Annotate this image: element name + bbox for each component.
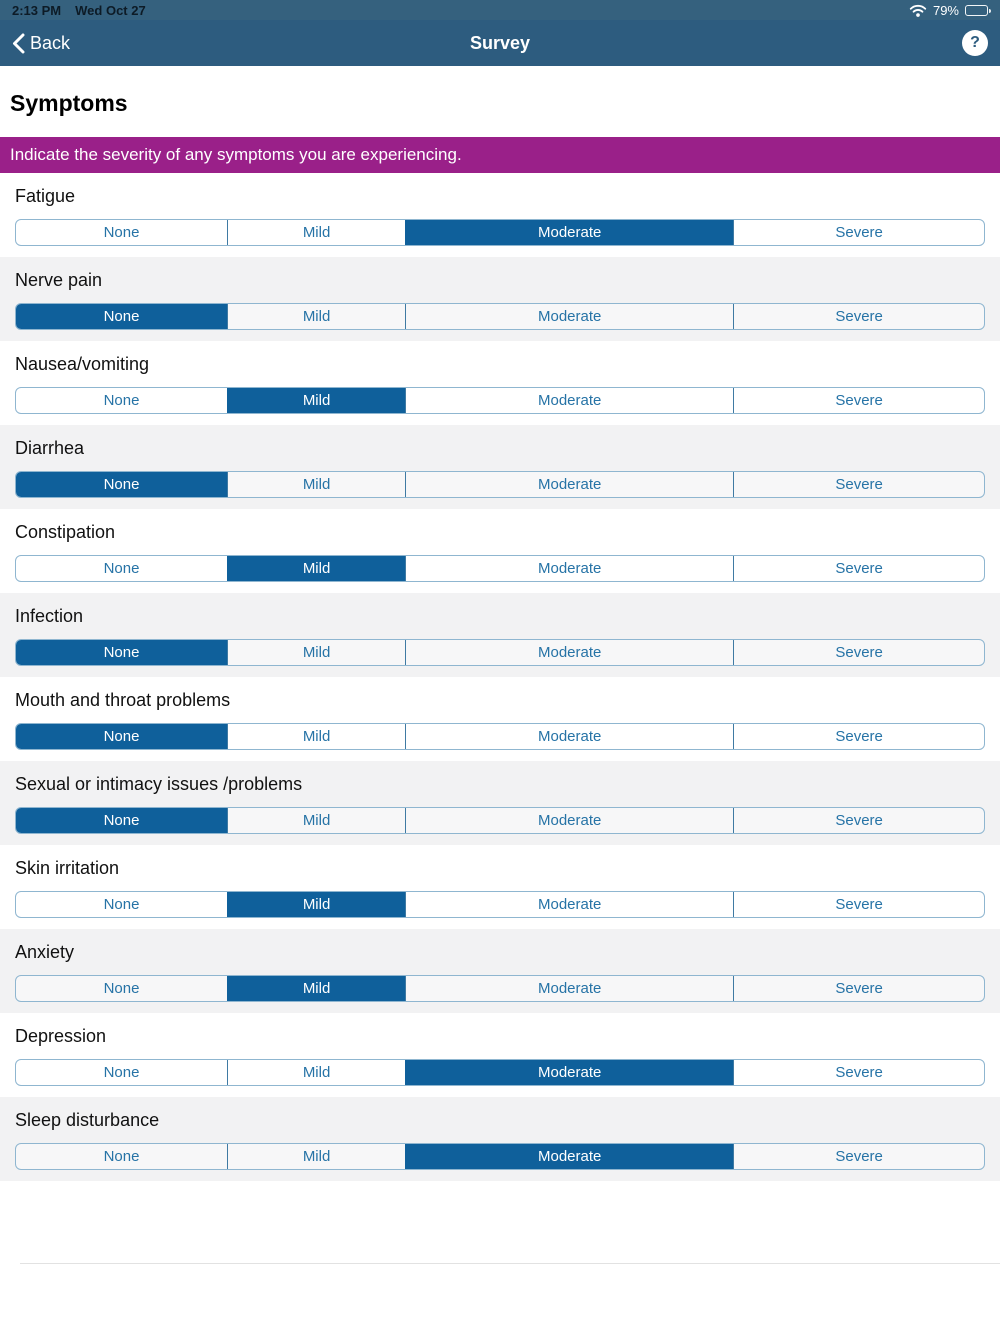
severity-option-severe[interactable]: Severe (733, 724, 984, 749)
severity-option-none[interactable]: None (16, 472, 227, 497)
severity-option-mild[interactable]: Mild (227, 556, 405, 581)
severity-segmented-control (15, 1143, 985, 1170)
severity-option-none[interactable]: None (103, 560, 140, 577)
status-bar (0, 0, 1000, 20)
severity-segmented-control (15, 471, 985, 498)
symptom-label: Sexual or intimacy issues /problems (15, 774, 303, 794)
symptom-row (0, 1013, 1000, 1097)
symptom-label: Mouth and throat problems (15, 690, 231, 710)
symptom-label: Nerve pain (15, 270, 103, 290)
battery-icon (965, 5, 988, 16)
severity-option-mild[interactable]: Mild (227, 1144, 405, 1169)
symptom-label: Fatigue (15, 186, 76, 206)
symptom-row (0, 929, 1000, 1013)
severity-option-severe[interactable]: Severe (733, 808, 984, 833)
severity-option-moderate[interactable]: Moderate (405, 220, 733, 245)
symptom-label: Constipation (15, 522, 116, 542)
severity-segmented-control (15, 387, 985, 414)
severity-option-mild[interactable]: Mild (227, 976, 405, 1001)
symptom-label: Diarrhea (15, 438, 85, 458)
severity-option-moderate[interactable]: Moderate (405, 304, 733, 329)
severity-option-mild[interactable]: Mild (227, 220, 405, 245)
symptom-label: Infection (15, 606, 84, 626)
severity-option-mild[interactable]: Mild (227, 808, 405, 833)
severity-segmented-control (15, 975, 985, 1002)
severity-option-none[interactable]: None (16, 304, 227, 329)
severity-option-moderate[interactable]: Moderate (405, 640, 733, 665)
wifi-icon (909, 4, 927, 17)
severity-option-severe[interactable]: Severe (733, 1060, 984, 1085)
symptom-row (0, 425, 1000, 509)
severity-option-moderate[interactable]: Moderate (405, 976, 733, 1001)
instruction-banner (0, 137, 1000, 173)
severity-option-severe[interactable]: Severe (733, 304, 984, 329)
severity-option-none[interactable]: None (103, 224, 140, 241)
severity-option-none[interactable]: None (103, 392, 140, 409)
severity-segmented-control (15, 1059, 985, 1086)
bottom-divider (20, 1263, 1000, 1264)
nav-bar (0, 20, 1000, 66)
question-mark-icon: ? (970, 34, 980, 51)
severity-option-mild[interactable]: Mild (227, 1060, 405, 1085)
status-left (12, 3, 146, 18)
severity-segmented-control (15, 219, 985, 246)
severity-option-none[interactable]: None (16, 640, 227, 665)
severity-option-moderate[interactable]: Moderate (405, 556, 733, 581)
severity-option-moderate[interactable]: Moderate (405, 472, 733, 497)
severity-option-none[interactable]: None (16, 724, 227, 749)
symptom-row (0, 1097, 1000, 1181)
severity-option-mild[interactable]: Mild (227, 472, 405, 497)
clock-time: 2:13 PM (12, 2, 62, 18)
severity-option-mild[interactable]: Mild (227, 724, 405, 749)
back-button[interactable] (12, 33, 70, 54)
symptom-row (0, 761, 1000, 845)
symptom-row (0, 257, 1000, 341)
severity-option-mild[interactable]: Mild (227, 892, 405, 917)
battery-percent-label: 79% (932, 2, 959, 18)
severity-segmented-control (15, 555, 985, 582)
severity-option-severe[interactable]: Severe (733, 640, 984, 665)
help-button[interactable] (962, 30, 988, 56)
severity-option-moderate[interactable]: Moderate (405, 388, 733, 413)
severity-option-moderate[interactable]: Moderate (405, 892, 733, 917)
severity-segmented-control (15, 639, 985, 666)
severity-option-moderate[interactable]: Moderate (405, 724, 733, 749)
severity-segmented-control (15, 303, 985, 330)
severity-option-none[interactable]: None (103, 1064, 140, 1081)
severity-option-severe[interactable]: Severe (733, 388, 984, 413)
symptom-label: Sleep disturbance (15, 1110, 160, 1130)
severity-option-mild[interactable]: Mild (227, 304, 405, 329)
severity-option-moderate[interactable]: Moderate (405, 808, 733, 833)
severity-option-severe[interactable]: Severe (733, 892, 984, 917)
clock-date: Wed Oct 27 (75, 2, 146, 18)
symptom-label: Skin irritation (15, 858, 120, 878)
severity-option-none[interactable]: None (103, 896, 140, 913)
symptom-row (0, 593, 1000, 677)
symptom-row (0, 173, 1000, 257)
page-title: Survey (469, 32, 531, 53)
bottom-spacer (0, 1181, 1000, 1263)
severity-option-severe[interactable]: Severe (733, 556, 984, 581)
severity-option-severe[interactable]: Severe (733, 220, 984, 245)
severity-option-mild[interactable]: Mild (227, 640, 405, 665)
symptom-list (0, 173, 1000, 1181)
severity-option-severe[interactable]: Severe (733, 976, 984, 1001)
severity-option-none[interactable]: None (103, 1148, 140, 1165)
back-label: Back (30, 32, 71, 53)
severity-option-moderate[interactable]: Moderate (405, 1060, 733, 1085)
severity-option-moderate[interactable]: Moderate (405, 1144, 733, 1169)
symptom-label: Anxiety (15, 942, 75, 962)
severity-option-none[interactable]: None (16, 808, 227, 833)
severity-option-severe[interactable]: Severe (733, 472, 984, 497)
status-right (909, 3, 988, 18)
back-chevron-icon (12, 33, 25, 54)
symptom-row (0, 845, 1000, 929)
symptom-row (0, 341, 1000, 425)
severity-segmented-control (15, 891, 985, 918)
severity-option-none[interactable]: None (103, 980, 140, 997)
severity-segmented-control (15, 723, 985, 750)
instruction-banner-text: Indicate the severity of any symptoms you are experiencing. (10, 145, 462, 164)
severity-option-mild[interactable]: Mild (227, 388, 405, 413)
symptom-label: Nausea/vomiting (15, 354, 150, 374)
severity-option-severe[interactable]: Severe (733, 1144, 984, 1169)
symptom-row (0, 509, 1000, 593)
section-heading: Symptoms (10, 90, 128, 116)
symptom-label: Depression (15, 1026, 107, 1046)
severity-segmented-control (15, 807, 985, 834)
symptom-row (0, 677, 1000, 761)
